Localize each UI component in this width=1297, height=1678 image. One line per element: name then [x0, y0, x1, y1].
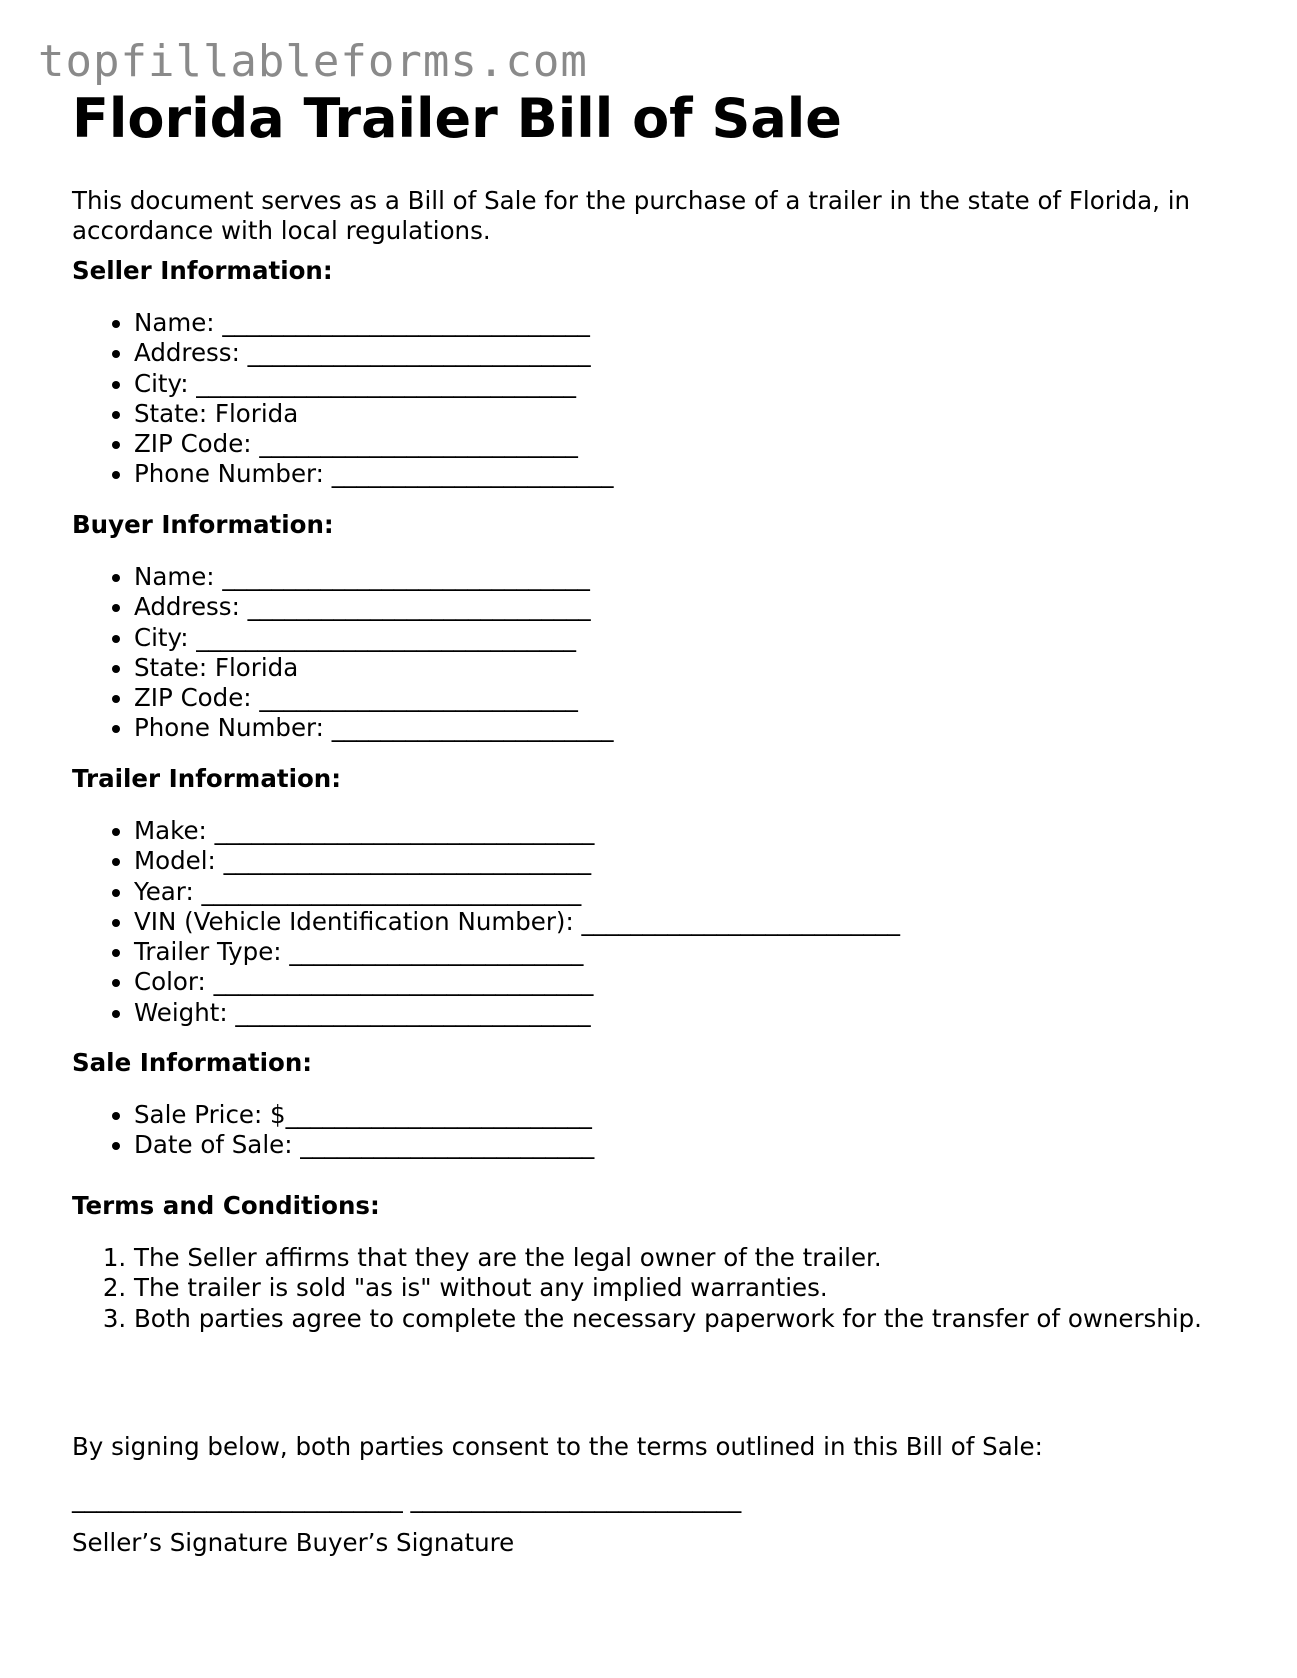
buyer-phone-field[interactable]: • Phone Number: _______________________: [134, 713, 613, 743]
seller-phone-field[interactable]: • Phone Number: _______________________: [134, 459, 613, 489]
signature-lines[interactable]: ___________________________ ___________________________: [72, 1484, 742, 1513]
sale-fields: [72, 1100, 594, 1161]
watermark: topfillableforms.com: [38, 36, 588, 87]
seller-heading: Seller Information:: [72, 256, 333, 285]
terms-item: 2. The trailer is sold "as is" without any implied warranties.: [134, 1273, 1224, 1303]
sale-date-field[interactable]: • Date of Sale: ________________________: [134, 1130, 594, 1160]
buyer-name-field[interactable]: • Name: ______________________________: [134, 562, 613, 592]
trailer-color-field[interactable]: • Color: _______________________________: [134, 967, 900, 997]
sale-heading: Sale Information:: [72, 1048, 313, 1077]
buyer-city-field[interactable]: • City: _______________________________: [134, 623, 613, 653]
terms-item: 3. Both parties agree to complete the necessary paperwork for the transfer of ownership.: [134, 1304, 1224, 1334]
trailer-heading: Trailer Information:: [72, 764, 342, 793]
trailer-make-field[interactable]: • Make: _______________________________: [134, 816, 900, 846]
trailer-vin-field[interactable]: • VIN (Vehicle Identification Number): __________________________: [134, 907, 900, 937]
buyer-state-field: • State: Florida: [134, 653, 613, 683]
trailer-fields: [72, 816, 900, 1028]
buyer-zip-field[interactable]: • ZIP Code: __________________________: [134, 683, 613, 713]
terms-list: [72, 1243, 1224, 1334]
seller-state-field: • State: Florida: [134, 399, 613, 429]
intro-paragraph: This document serves as a Bill of Sale for the purchase of a trailer in the state of Florida, in accordance with local regulations.: [72, 186, 1191, 245]
trailer-year-field[interactable]: • Year: _______________________________: [134, 877, 900, 907]
trailer-weight-field[interactable]: • Weight: _____________________________: [134, 998, 900, 1028]
trailer-type-field[interactable]: • Trailer Type: ________________________: [134, 937, 900, 967]
sale-price-field[interactable]: • Sale Price: $_________________________: [134, 1100, 594, 1130]
document-title: Florida Trailer Bill of Sale: [72, 87, 842, 150]
seller-name-field[interactable]: • Name: ______________________________: [134, 308, 613, 338]
terms-item: 1. The Seller affirms that they are the legal owner of the trailer.: [134, 1243, 1224, 1273]
terms-heading: Terms and Conditions:: [72, 1191, 380, 1220]
signature-labels: Seller’s Signature Buyer’s Signature: [72, 1528, 515, 1557]
seller-fields: [72, 308, 613, 490]
seller-address-field[interactable]: • Address: ____________________________: [134, 338, 613, 368]
buyer-heading: Buyer Information:: [72, 510, 334, 539]
buyer-address-field[interactable]: • Address: ____________________________: [134, 592, 613, 622]
seller-zip-field[interactable]: • ZIP Code: __________________________: [134, 429, 613, 459]
buyer-fields: [72, 562, 613, 744]
consent-statement: By signing below, both parties consent to the terms outlined in this Bill of Sale:: [72, 1432, 1043, 1461]
trailer-model-field[interactable]: • Model: ______________________________: [134, 846, 900, 876]
seller-city-field[interactable]: • City: _______________________________: [134, 369, 613, 399]
